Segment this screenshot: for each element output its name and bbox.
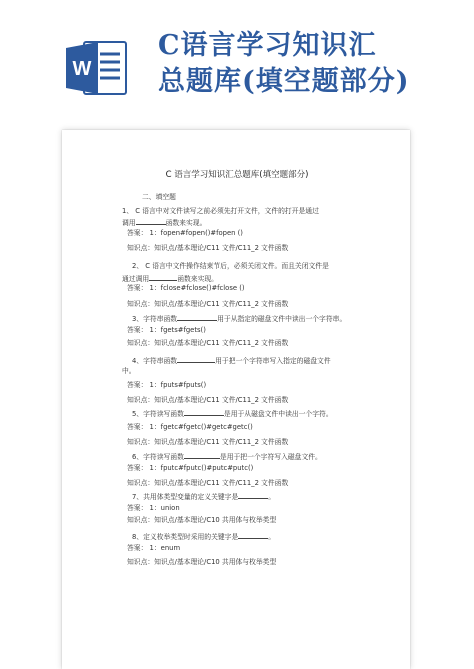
banner-title (158, 28, 458, 100)
knowledge-7: 知识点：知识点/基本理论/C10 共用体与枚举类型 (127, 516, 277, 524)
answer-5: 答案： 1：fgetc#fgetc()#getc#getc() (127, 423, 253, 431)
answer-7: 答案： 1：union (127, 504, 180, 512)
question-5-text: 5、字符读写函数 是用于从磁盘文件中读出一个字符。 (132, 410, 333, 418)
knowledge-1: 知识点：知识点/基本理论/C11 文件/C11_2 文件函数 (127, 244, 289, 252)
knowledge-5: 知识点：知识点/基本理论/C11 文件/C11_2 文件函数 (127, 438, 289, 446)
question-1-text-cont: 调用 函数来实现。 (122, 219, 207, 227)
question-7-text: 7、共用体类型变量的定义关键字是 。 (132, 493, 276, 501)
question-2-text: 2、 C 语言中文件操作结束节后，必须关闭文件。而且关闭文件是 (132, 262, 329, 270)
question-8-text: 8、定义枚举类型时采用的关键字是 。 (132, 533, 276, 541)
document-title: C 语言学习知识汇总题库(填空题部分) (165, 170, 309, 180)
banner-title-line1: C语言学习知识汇 (158, 30, 377, 61)
document-page (62, 130, 410, 669)
answer-8: 答案： 1：enum (127, 544, 181, 552)
banner-title-line2: 总题库(填空题部分) (158, 66, 410, 97)
question-4-text-cont: 中。 (122, 367, 136, 375)
knowledge-3: 知识点：知识点/基本理论/C11 文件/C11_2 文件函数 (127, 339, 289, 347)
answer-1: 答案： 1：fopen#fopen()#fopen () (127, 229, 243, 237)
question-2-text-cont: 通过调用 函数来实现。 (122, 275, 218, 283)
question-1-text: 1、 C 语言中对文件读写之前必须先打开文件，文件的打开是通过 (122, 207, 319, 215)
svg-text:W: W (72, 58, 92, 80)
word-doc-icon (64, 40, 128, 96)
answer-6: 答案： 1：fputc#fputc()#putc#putc() (127, 464, 254, 472)
knowledge-8: 知识点：知识点/基本理论/C10 共用体与枚举类型 (127, 558, 277, 566)
answer-3: 答案： 1：fgets#fgets() (127, 326, 206, 334)
section-heading: 二、填空题 (142, 193, 176, 201)
answer-4: 答案： 1：fputs#fputs() (127, 381, 207, 389)
knowledge-2: 知识点：知识点/基本理论/C11 文件/C11_2 文件函数 (127, 300, 289, 308)
knowledge-4: 知识点：知识点/基本理论/C11 文件/C11_2 文件函数 (127, 396, 289, 404)
question-4-text: 4、字符串函数 用于把一个字符串写入指定的磁盘文件 (132, 357, 331, 365)
question-3-text: 3、字符串函数 用于从指定的磁盘文件中读出一个字符串。 (132, 315, 347, 323)
knowledge-6: 知识点：知识点/基本理论/C11 文件/C11_2 文件函数 (127, 479, 289, 487)
answer-2: 答案： 1：fclose#fclose()#fclose () (127, 284, 245, 292)
question-6-text: 6、字符读写函数 是用于把一个字符写入磁盘文件。 (132, 453, 322, 461)
banner-header (0, 0, 474, 120)
